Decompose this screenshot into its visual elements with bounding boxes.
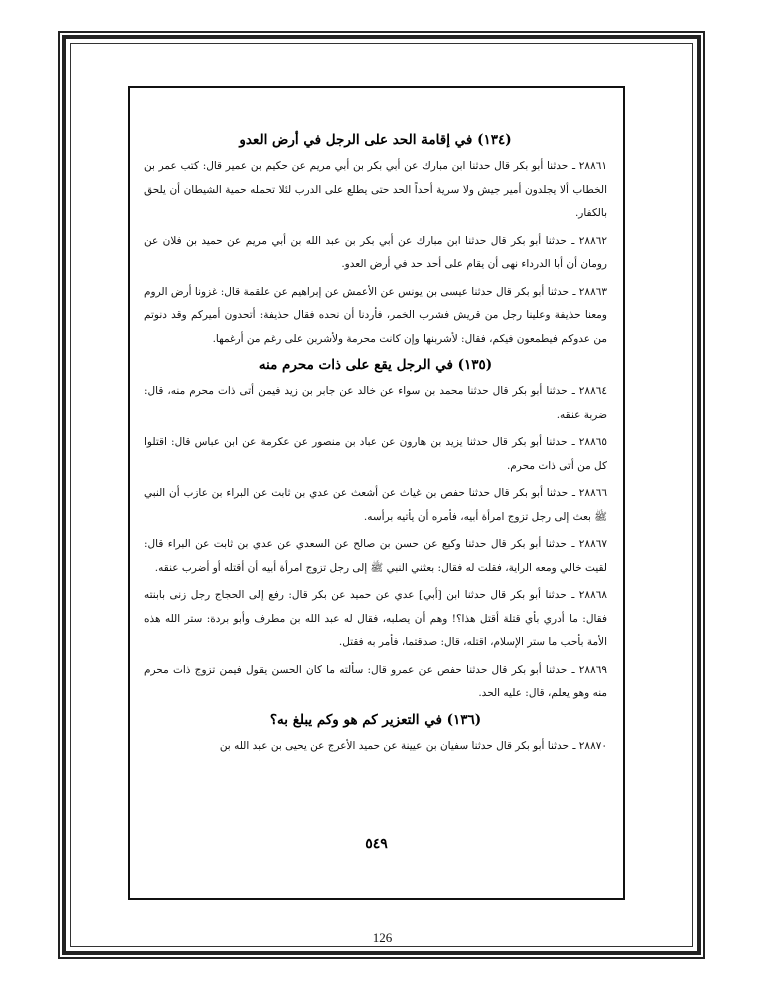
scanned-page [128, 86, 625, 900]
hadith-28864: ٢٨٨٦٤ ـ حدثنا أبو بكر قال حدثنا محمد بن سواء عن خالد عن جابر بن زيد فيمن أتى ذات محرم منه، قال: ضربة عنقه. [144, 385, 607, 421]
hadith-28862: ٢٨٨٦٢ ـ حدثنا أبو بكر قال حدثنا ابن مبارك عن أبي بكر بن عبد الله بن أبي مريم عن حميد بن فلان عن رومان أن أبا الدرداء نهى أن يقام على أحد حد في أرض العدو. [144, 234, 607, 270]
hadith-28866: ٢٨٨٦٦ ـ حدثنا أبو بكر قال حدثنا حفص بن غياث عن أشعث عن عدي بن ثابت عن البراء بن عازب أن النبي ﷺ بعث إلى رجل تزوج امرأة أبيه، فأمره أن يأتيه برأسه. [144, 487, 607, 523]
hadith-28870: ٢٨٨٧٠ ـ حدثنا أبو بكر قال حدثنا سفيان بن عيينة عن حميد الأعرج عن يحيى بن عبد الله بن [219, 739, 607, 752]
footer-page-number: 126 [372, 930, 393, 945]
chapter-heading-136: (١٣٦) في التعزير كم هو وكم يبلغ به؟ [269, 711, 482, 728]
hadith-28867: ٢٨٨٦٧ ـ حدثنا أبو بكر قال حدثنا وكيع عن حسن بن صالح عن السعدي عن عدي بن ثابت عن البراء قال: لقيت خالي ومعه الراية، فقلت له فقال: بعثني النبي ﷺ إلى رجل تزوج امرأة أبيه أن أقتله أو أضرب عنقه. [144, 538, 607, 574]
book-page-number: ٥٤٩ [365, 836, 388, 852]
hadith-28861: ٢٨٨٦١ ـ حدثنا أبو بكر قال حدثنا ابن مبارك عن أبي بكر بن أبي مريم عن حكيم بن عمير قال: كتب عمر بن الخطاب ألا يجلدون أمير جيش ولا سرية أحداً الحد حتى يطلع على الدرب لئلا تحمله حمية الشيطان أن يلحق بالكفار. [144, 160, 607, 219]
hadith-28863: ٢٨٨٦٣ ـ حدثنا أبو بكر قال حدثنا عيسى بن يونس عن الأعمش عن إبراهيم عن علقمة قال: غزونا أرض الروم ومعنا حذيفة وعلينا رجل من قريش فشرب الخمر، فأردنا أن نحده فقال حذيفة: أتحدون أميركم وقد دنوتم من عدوكم فيطمعون فيكم، فقال: لأشربنها وإن كانت محرمة ولأشربن على رغم من أرغمها. [144, 285, 607, 345]
page-content [144, 130, 607, 762]
chapter-heading-135: (١٣٥) في الرجل يقع على ذات محرم منه [258, 357, 493, 373]
chapter-heading-134: (١٣٤) في إقامة الحد على الرجل في أرض العدو [239, 132, 512, 148]
hadith-28868: ٢٨٨٦٨ ـ حدثنا أبو بكر قال حدثنا ابن [أبي] عدي عن حميد عن بكر قال: رفع إلى الحجاج رجل زنى بابنته فقال: ما أدري بأي قتلة أقتل هذا؟! وهم أن يصلبه، فقال له عبد الله بن مطرف وأبو بردة: ستر الله هذه الأمة بأحب ما ستر الإسلام، اقتله، قال: صدقتما، فأمر به فقتل. [144, 589, 607, 648]
hadith-28869: ٢٨٨٦٩ ـ حدثنا أبو بكر قال حدثنا حفص عن عمرو قال: سألته ما كان الحسن يقول فيمن تزوج ذات محرم منه وهو يعلم، قال: عليه الحد. [144, 663, 607, 699]
hadith-28865: ٢٨٨٦٥ ـ حدثنا أبو بكر قال حدثنا يزيد بن هارون عن عباد بن منصور عن عكرمة عن ابن عباس قال: اقتلوا كل من أتى ذات محرم. [144, 436, 607, 472]
